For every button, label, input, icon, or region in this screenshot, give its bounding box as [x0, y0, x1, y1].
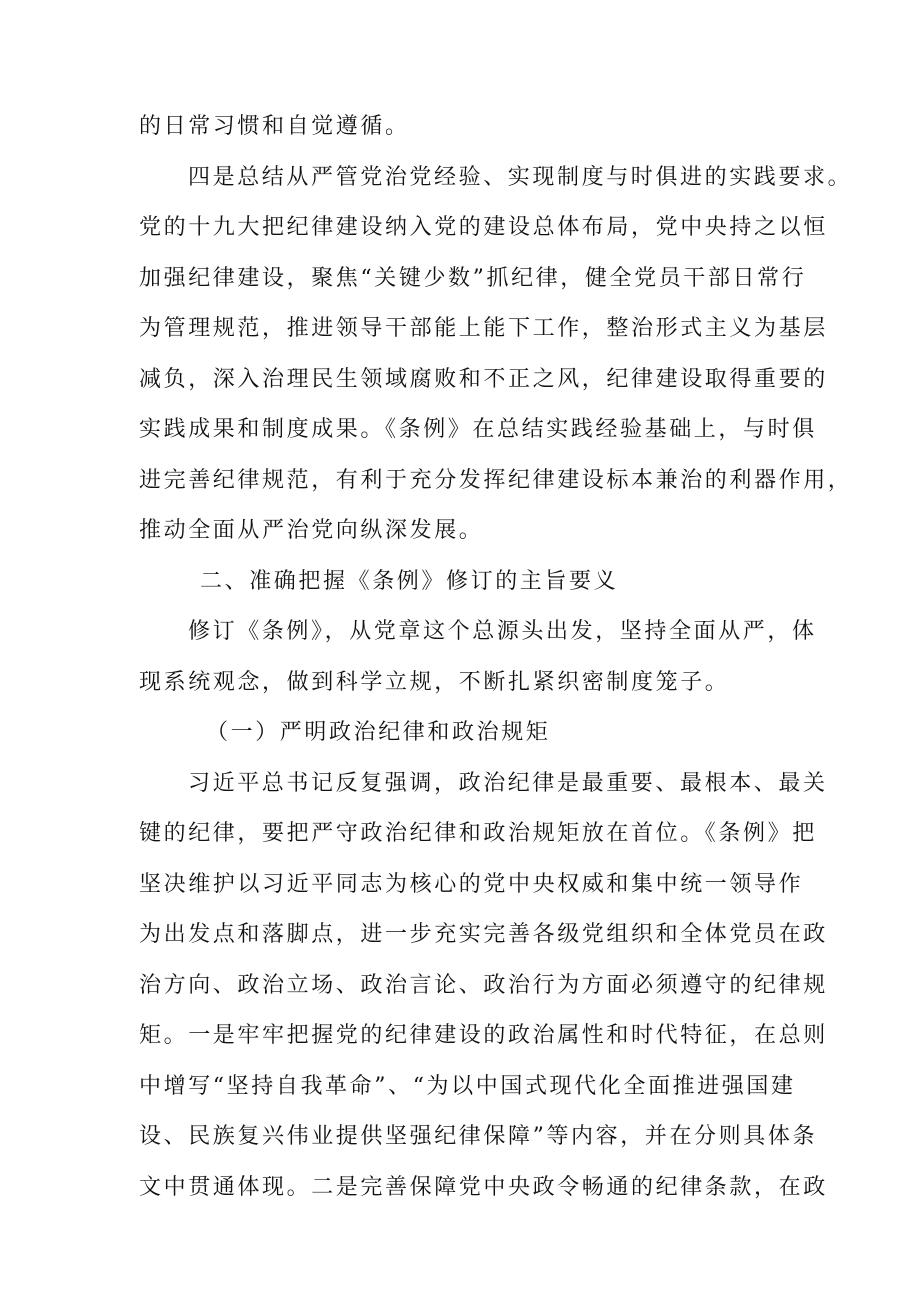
text-line-17: 为出发点和落脚点，进一步充实完善各级党组织和全体党员在政: [139, 922, 828, 947]
text-line-19: 矩。一是牢牢把握党的纪律建设的政治属性和时代特征，在总则: [139, 1023, 828, 1048]
text-line-2: 四是总结从严管党治党经验、实现制度与时俱进的实践要求。: [188, 165, 853, 190]
text-line-12: 现系统观念，做到科学立规，不断扎紧织密制度笼子。: [139, 670, 730, 695]
text-line-6: 减负，深入治理民生领域腐败和不正之风，纪律建设取得重要的: [139, 367, 828, 392]
text-line-5: 为管理规范，推进领导干部能上能下工作，整治形式主义为基层: [139, 316, 828, 341]
text-line-14: 习近平总书记反复强调，政治纪律是最重要、最根本、最关: [188, 771, 828, 796]
text-line-22: 文中贯通体现。二是完善保障党中央政令畅通的纪律条款，在政: [139, 1175, 828, 1200]
text-line-3: 党的十九大把纪律建设纳入党的建设总体布局，党中央持之以恒: [139, 215, 828, 240]
subsection-heading: （一）严明政治纪律和政治规矩: [206, 720, 551, 745]
text-line-11: 修订《条例》，从党章这个总源头出发，坚持全面从严，体: [188, 619, 817, 644]
text-line-21: 设、民族复兴伟业提供坚强纪律保障”等内容，并在分则具体条: [139, 1124, 818, 1149]
text-line-7: 实践成果和制度成果。《条例》在总结实践经验基础上，与时俱: [139, 417, 817, 442]
text-line-8: 进完善纪律规范，有利于充分发挥纪律建设标本兼治的利器作用，: [139, 468, 853, 493]
text-line-16: 坚决维护以习近平同志为核心的党中央权威和集中统一领导作: [139, 872, 804, 897]
text-line-4: 加强纪律建设，聚焦“关键少数”抓纪律，健全党员干部日常行: [139, 266, 807, 291]
text-line-1: 的日常习惯和自觉遵循。: [139, 114, 410, 139]
text-line-9: 推动全面从严治党向纵深发展。: [139, 518, 484, 543]
text-line-18: 治方向、政治立场、政治言论、政治行为方面必须遵守的纪律规: [139, 973, 828, 998]
text-line-20: 中增写“坚持自我革命”、“为以中国式现代化全面推进强国建: [139, 1074, 796, 1099]
section-heading: 二、准确把握《条例》修订的主旨要义: [200, 569, 619, 594]
text-line-15: 键的纪律，要把严守政治纪律和政治规矩放在首位。《条例》把: [139, 821, 817, 846]
